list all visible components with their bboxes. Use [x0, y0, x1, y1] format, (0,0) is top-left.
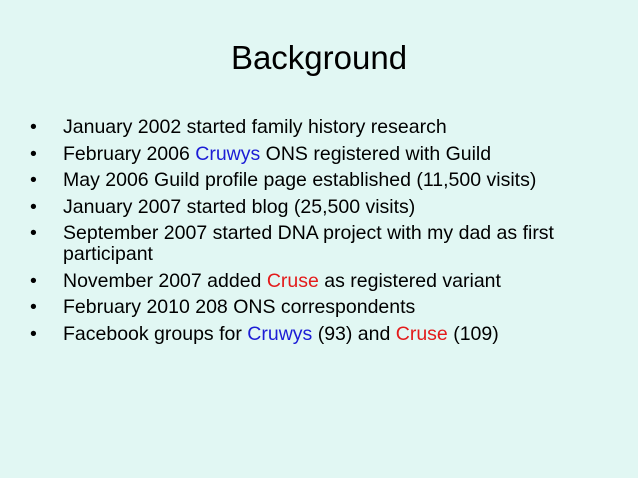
bullet-icon: • — [30, 195, 37, 218]
item-text: November 2007 added — [63, 269, 267, 292]
list-item — [30, 197, 615, 218]
highlight-cruwys: Cruwys — [247, 322, 313, 345]
list-item — [30, 223, 615, 265]
item-text: January 2002 started family history research — [63, 116, 447, 138]
item-text: May 2006 Guild profile page established (11,500 visits) — [63, 169, 537, 191]
bullet-icon: • — [30, 322, 37, 345]
item-text: (109) — [447, 322, 499, 345]
item-text: September 2007 started DNA project with my dad as first participant — [63, 222, 554, 265]
highlight-cruse: Cruse — [266, 269, 319, 292]
bullet-icon: • — [30, 142, 37, 165]
item-text: January 2007 started blog (25,500 visits) — [63, 195, 416, 218]
bullet-icon: • — [30, 116, 37, 138]
highlight-cruwys: Cruwys — [195, 142, 261, 165]
bullet-list — [30, 117, 615, 350]
list-item — [30, 144, 615, 165]
highlight-cruse: Cruse — [395, 322, 448, 345]
bullet-icon: • — [30, 269, 37, 292]
item-text: (93) and — [312, 322, 396, 345]
item-text: February 2006 — [63, 142, 196, 165]
list-item — [30, 324, 615, 345]
item-text: as registered variant — [318, 269, 501, 292]
slide-title: Background — [230, 39, 408, 76]
item-text: February 2010 208 ONS correspondents — [63, 296, 416, 318]
item-text: ONS registered with Guild — [260, 142, 492, 165]
bullet-icon: • — [30, 169, 37, 191]
list-item — [30, 170, 615, 191]
item-text: Facebook groups for — [63, 322, 248, 345]
bullet-icon: • — [30, 222, 37, 244]
list-item — [30, 297, 615, 318]
list-item — [30, 271, 615, 292]
list-item — [30, 117, 615, 138]
bullet-icon: • — [30, 296, 37, 318]
